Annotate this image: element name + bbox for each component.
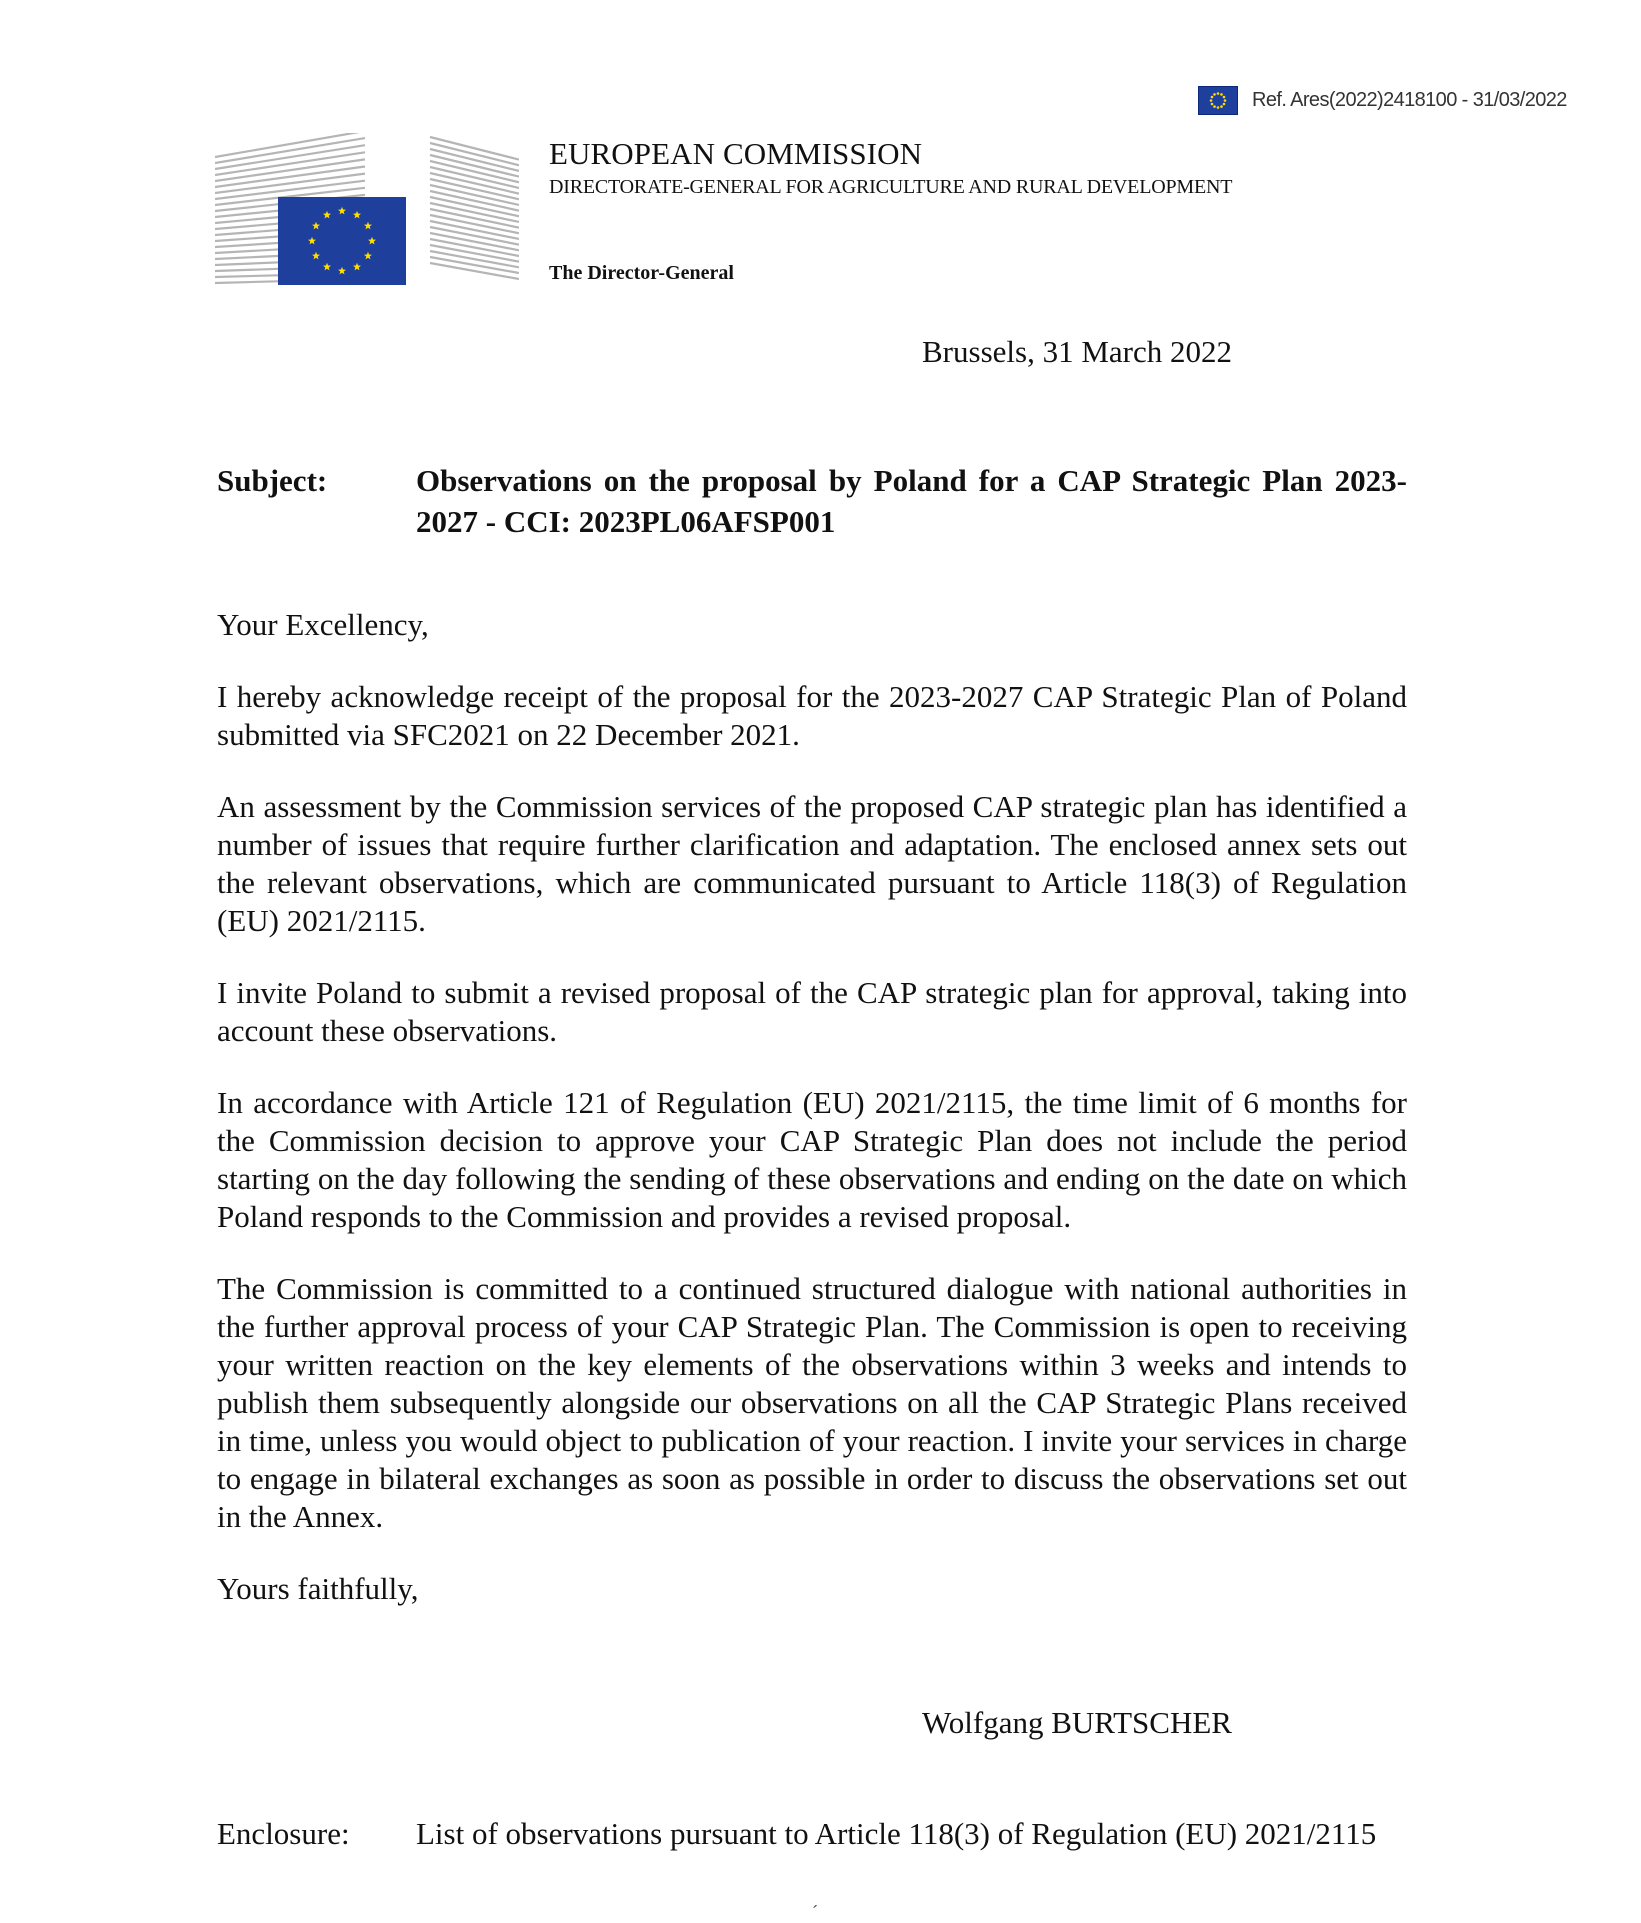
letter-body — [217, 606, 1407, 1642]
signatory-name: Wolfgang BURTSCHER — [922, 1705, 1232, 1740]
paragraph: The Commission is committed to a continued structured dialogue with national authorities in the further approval process of your CAP Strategic Plan. The Commission is open to receiving your written reaction on the key elements of the observations within 3 weeks and intends to publish them subsequently alongside our observations on all the CAP Strategic Plans received in time, unless you would object to publication of your reaction. I invite your services in charge to engage in bilateral exchanges as soon as possible in order to discuss the observations set out in the Annex. — [217, 1271, 1407, 1534]
footer-mark: ´ — [812, 1902, 818, 1922]
organisation-name: EUROPEAN COMMISSION — [549, 136, 923, 171]
closing: Yours faithfully, — [217, 1571, 419, 1606]
enclosure-label: Enclosure: — [217, 1816, 350, 1851]
reference-number: Ref. Ares(2022)2418100 - 31/03/2022 — [1252, 88, 1567, 111]
eu-flag-icon — [1198, 86, 1238, 115]
enclosure-text: List of observations pursuant to Article 118(3) of Regulation (EU) 2021/2115 — [416, 1816, 1377, 1851]
salutation: Your Excellency, — [217, 607, 429, 642]
paragraph: I invite Poland to submit a revised proposal of the CAP strategic plan for approval, taking into account these observations. — [217, 975, 1407, 1048]
date-line: Brussels, 31 March 2022 — [922, 334, 1232, 369]
subject-text: Observations on the proposal by Poland for a CAP Strategic Plan 2023-2027 - CCI: 2023PL06AFSP001 — [416, 463, 1407, 539]
paragraph: In accordance with Article 121 of Regulation (EU) 2021/2115, the time limit of 6 months for the Commission decision to approve your CAP Strategic Plan does not include the period starting on the day following the sending of these observations and ending on the date on which Poland responds to the Commission and provides a revised proposal. — [217, 1085, 1407, 1234]
paragraph: An assessment by the Commission services of the proposed CAP strategic plan has identified a number of issues that require further clarification and adaptation. The enclosed annex sets out the relevant observations, which are communicated pursuant to Article 118(3) of Regulation (EU) 2021/2115. — [217, 789, 1407, 938]
paragraph: I hereby acknowledge receipt of the proposal for the 2023-2027 CAP Strategic Plan of Poland submitted via SFC2021 on 22 December 2021. — [217, 679, 1407, 752]
subject-label: Subject: — [217, 463, 328, 498]
reference-stamp — [1198, 86, 1567, 114]
sender-title: The Director-General — [549, 262, 734, 284]
european-commission-logo-icon — [215, 133, 519, 285]
directorate-name: DIRECTORATE-GENERAL FOR AGRICULTURE AND RURAL DEVELOPMENT — [549, 176, 1233, 198]
